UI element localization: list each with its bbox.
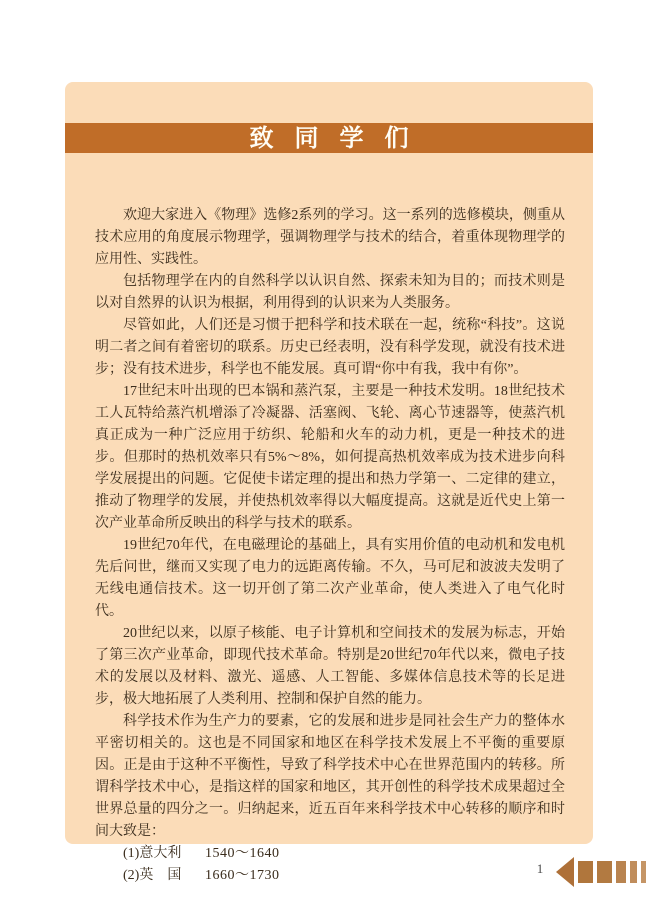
page-sheet: [65, 82, 593, 883]
tapering-blocks-decoration: [574, 861, 650, 883]
timeline-row: [95, 843, 565, 865]
timeline-years: 1540～1640: [205, 846, 280, 861]
timeline-country: (2)英 国: [123, 868, 182, 883]
paragraph: 科学技术作为生产力的要素，它的发展和进步是同社会生产力的整体水平密切相关的。这也是不同国家和地区在科学技术发展上不平衡的重要原因。正是由于这种不平衡性，导致了科学技术中心在世界范围内的转移。所谓科学技术中心，是指这样的国家和地区，其开创性的科学技术成果超过全世界总量的四分之一。归纳起来，近五百年来科学技术中心转移的顺序和时间大致是：: [95, 714, 565, 839]
body-text: [95, 205, 565, 887]
left-arrowhead-icon: [556, 857, 574, 887]
timeline-country: (1)意大利: [123, 846, 182, 861]
paragraph: 欢迎大家进入《物理》选修2系列的学习。这一系列的选修模块，侧重从技术应用的角度展示物理学，强调物理学与技术的结合，着重体现物理学的应用性、实践性。: [95, 208, 565, 267]
page-number: 1: [536, 861, 544, 876]
page-edge-arrow-icon: [556, 855, 650, 889]
paragraph: 尽管如此，人们还是习惯于把科学和技术联在一起，统称“科技”。这说明二者之间有着密切的联系。历史已经表明，没有科学发现，就没有技术进步；没有技术进步，科学也不能发展。真可谓“你中有我，我中有你”。: [95, 318, 565, 377]
timeline-row: [95, 865, 565, 887]
title-band: [65, 123, 593, 153]
paragraph: 包括物理学在内的自然科学以认识自然、探索未知为目的；而技术则是以对自然界的认识为根据，利用得到的认识来为人类服务。: [95, 274, 565, 311]
paragraph: 17世纪末叶出现的巴本锅和蒸汽泵，主要是一种技术发明。18世纪技术工人瓦特给蒸汽机增添了冷凝器、活塞阀、飞轮、离心节速器等，使蒸汽机真正成为一种广泛应用于纺织、轮船和火车的动力机，更是一种技术的进步。但那时的热机效率只有5%～8%，如何提高热机效率成为技术进步向科学发展提出的问题。它促使卡诺定理的提出和热力学第一、二定律的建立，推动了物理学的发展，并使热机效率得以大幅度提高。这就是近代史上第一次产业革命所反映出的科学与技术的联系。: [95, 384, 565, 531]
page-title: 致同学们: [249, 124, 430, 152]
science-center-timeline: [95, 843, 565, 887]
timeline-years: 1660～1730: [205, 868, 280, 883]
paragraph: 19世纪70年代，在电磁理论的基础上，具有实用价值的电动机和发电机先后问世，继而又实现了电力的远距离传输。不久，马可尼和波波夫发明了无线电通信技术。这一切开创了第二次产业革命，使人类进入了电气化时代。: [95, 538, 565, 619]
paragraph: 20世纪以来，以原子核能、电子计算机和空间技术的发展为标志，开始了第三次产业革命，即现代技术革命。特别是20世纪70年代以来，微电子技术的发展以及材料、激光、遥感、人工智能、多媒体信息技术等的长足进步，极大地拓展了人类利用、控制和保护自然的能力。: [95, 626, 565, 707]
